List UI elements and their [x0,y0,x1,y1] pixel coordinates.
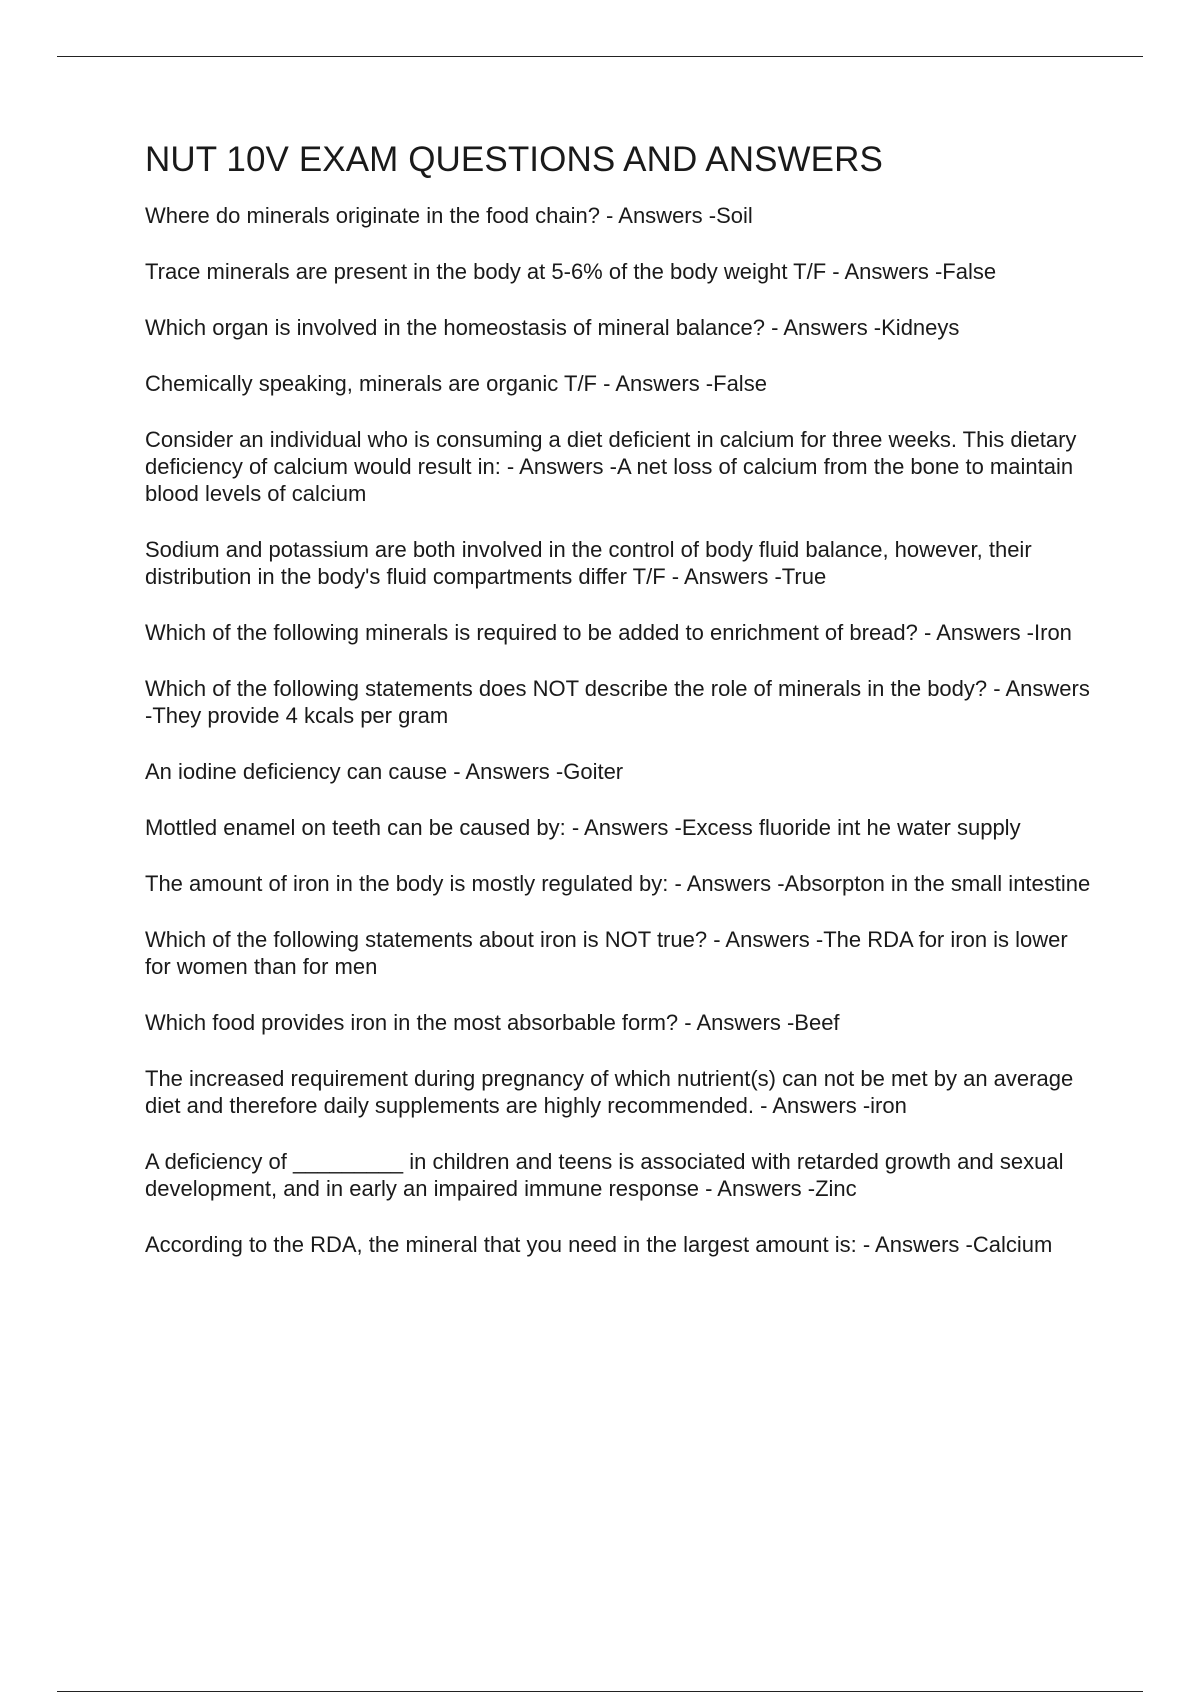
qa-item-6: Sodium and potassium are both involved in the control of body fluid balance, however, their distribution in the body's fluid compartments differ T/F - Answers -True [145,537,1032,590]
qa-item-3: Which organ is involved in the homeostasis of mineral balance? - Answers -Kidneys [145,315,960,341]
qa-item-1: Where do minerals originate in the food chain? - Answers -Soil [145,203,753,229]
qa-item-9: An iodine deficiency can cause - Answers -Goiter [145,759,624,785]
qa-item-2: Trace minerals are present in the body at 5-6% of the body weight T/F - Answers -False [145,259,997,285]
qa-item-10: Mottled enamel on teeth can be caused by: - Answers -Excess fluoride int he water supply [145,815,1021,841]
bottom-divider [57,1691,1143,1692]
qa-item-16: According to the RDA, the mineral that you need in the largest amount is: - Answers -Calcium [145,1232,1053,1258]
qa-list [145,202,1095,1258]
qa-item-8: Which of the following statements does NOT describe the role of minerals in the body? - Answers -They provide 4 kcals per gram [145,676,1090,729]
qa-item-15: A deficiency of _________ in children and teens is associated with retarded growth and sexual development, and in early an impaired immune response - Answers -Zinc [145,1149,1064,1202]
qa-item-12: Which of the following statements about iron is NOT true? - Answers -The RDA for iron is lower for women than for men [145,927,1068,980]
qa-item-11: The amount of iron in the body is mostly regulated by: - Answers -Absorpton in the small intestine [145,871,1091,897]
qa-item-4: Chemically speaking, minerals are organic T/F - Answers -False [145,371,767,397]
qa-item-14: The increased requirement during pregnancy of which nutrient(s) can not be met by an average diet and therefore daily supplements are highly recommended. - Answers -iron [145,1066,1074,1119]
qa-item-5: Consider an individual who is consuming a diet deficient in calcium for three weeks. This dietary deficiency of calcium would result in: - Answers -A net loss of calcium from the bone to maintain blood levels of calcium [145,427,1077,507]
document-body [145,140,1095,1287]
top-divider [57,56,1143,57]
qa-item-13: Which food provides iron in the most absorbable form? - Answers -Beef [145,1010,840,1036]
qa-item-7: Which of the following minerals is required to be added to enrichment of bread? - Answers -Iron [145,620,1072,646]
page-title: NUT 10V EXAM QUESTIONS AND ANSWERS [145,140,883,179]
